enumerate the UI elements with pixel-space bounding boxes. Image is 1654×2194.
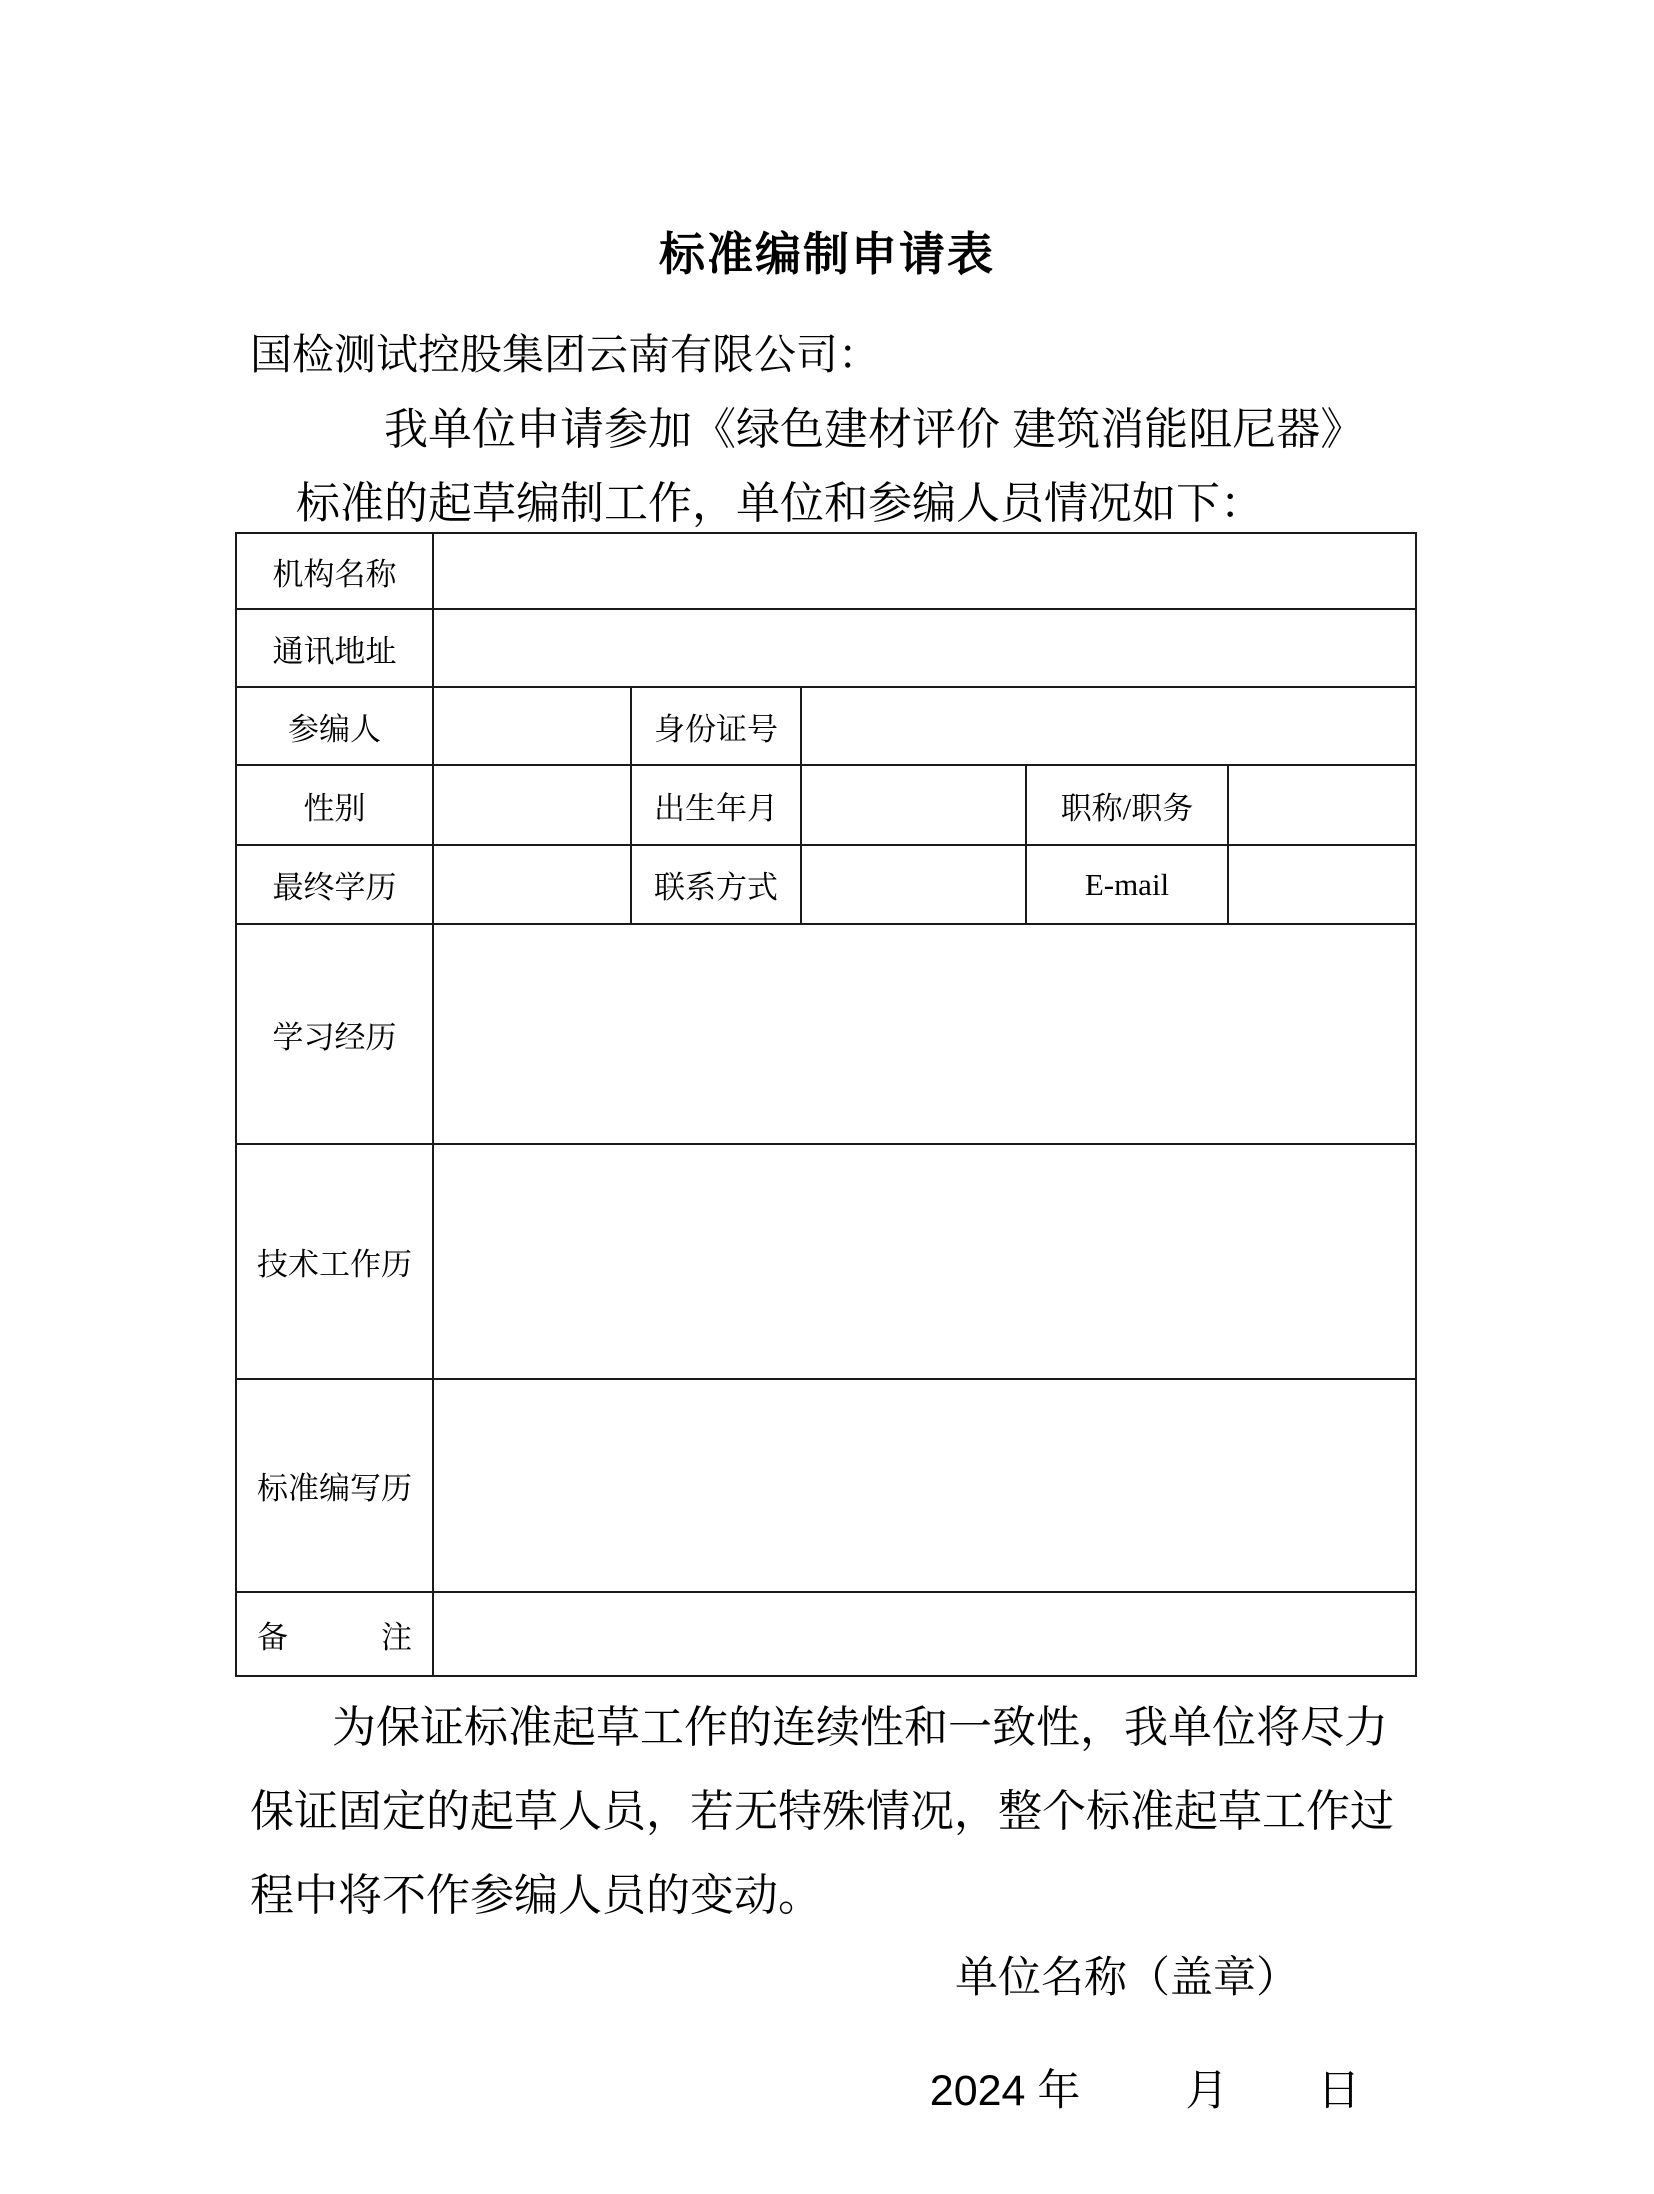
contact-field[interactable] <box>801 845 1026 924</box>
gender-field[interactable] <box>433 765 631 845</box>
birth-date-label: 出生年月 <box>631 765 801 845</box>
applicant-info-table <box>235 532 1417 1677</box>
table-row <box>236 924 1416 1144</box>
email-field[interactable] <box>1228 845 1416 924</box>
intro-line-2: 标准的起草编制工作，单位和参编人员情况如下： <box>296 479 1264 528</box>
gender-label: 性别 <box>236 765 433 845</box>
birth-date-field[interactable] <box>801 765 1026 845</box>
education-field[interactable] <box>433 845 631 924</box>
table-row <box>236 609 1416 687</box>
date-line <box>882 2008 1360 2167</box>
standard-writing-history-field[interactable] <box>433 1379 1416 1592</box>
participant-label: 参编人 <box>236 687 433 765</box>
id-number-label: 身份证号 <box>631 687 801 765</box>
org-name-label: 机构名称 <box>236 533 433 609</box>
seal-signature-line: 单位名称（盖章） <box>955 1954 1299 2002</box>
intro-line-1: 我单位申请参加《绿色建材评价 建筑消能阻尼器》 <box>384 405 1365 454</box>
org-name-field[interactable] <box>433 533 1416 609</box>
education-label: 最终学历 <box>236 845 433 924</box>
work-history-label: 技术工作历 <box>236 1144 433 1379</box>
table-row <box>236 687 1416 765</box>
date-year: 2024 年 <box>929 2067 1081 2115</box>
table-row <box>236 1379 1416 1592</box>
date-month: 月 <box>1185 2067 1229 2115</box>
study-history-field[interactable] <box>433 924 1416 1144</box>
work-history-field[interactable] <box>433 1144 1416 1379</box>
table-row <box>236 845 1416 924</box>
remarks-label: 备 注 <box>236 1592 433 1676</box>
date-day: 日 <box>1317 2067 1361 2115</box>
email-label: E-mail <box>1026 845 1228 924</box>
closing-line-1: 为保证标准起草工作的连续性和一致性，我单位将尽力 <box>332 1703 1388 1752</box>
id-number-field[interactable] <box>801 687 1416 765</box>
address-label: 通讯地址 <box>236 609 433 687</box>
address-field[interactable] <box>433 609 1416 687</box>
contact-label: 联系方式 <box>631 845 801 924</box>
table-row <box>236 1592 1416 1676</box>
table-row <box>236 533 1416 609</box>
table-row <box>236 1144 1416 1379</box>
title-position-label: 职称/职务 <box>1026 765 1228 845</box>
table-row <box>236 765 1416 845</box>
remarks-field[interactable] <box>433 1592 1416 1676</box>
closing-line-3: 程中将不作参编人员的变动。 <box>250 1871 822 1920</box>
study-history-label: 学习经历 <box>236 924 433 1144</box>
page-title: 标准编制申请表 <box>659 228 995 280</box>
salutation-line: 国检测试控股集团云南有限公司： <box>250 331 881 378</box>
participant-field[interactable] <box>433 687 631 765</box>
title-position-field[interactable] <box>1228 765 1416 845</box>
closing-line-2: 保证固定的起草人员，若无特殊情况，整个标准起草工作过 <box>250 1787 1394 1836</box>
standard-writing-history-label: 标准编写历 <box>236 1379 433 1592</box>
